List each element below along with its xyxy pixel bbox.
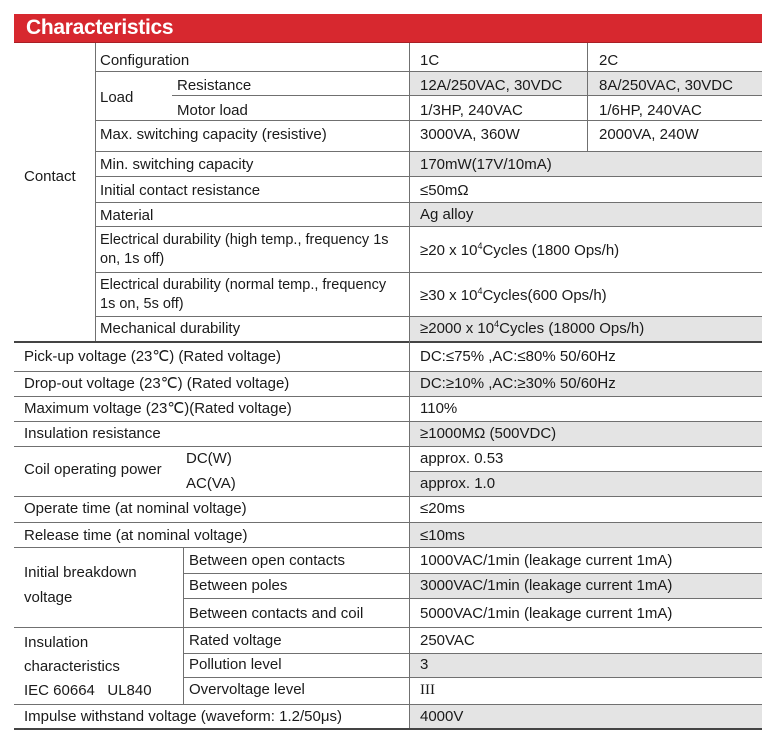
column-divider [183, 547, 184, 704]
initial-resistance-label: Initial contact resistance [100, 182, 261, 199]
cell-bg [409, 653, 762, 677]
insulation-char-line2: characteristics [24, 658, 120, 675]
contact-label: Contact [24, 168, 76, 185]
mechanical-durability-label: Mechanical durability [100, 320, 241, 337]
breakdown-open-label: Between open contacts [189, 552, 345, 569]
motor-load-label: Motor load [177, 102, 248, 119]
row-divider [14, 547, 762, 548]
insulation-resistance-label: Insulation resistance [24, 425, 161, 442]
section-title: Characteristics [26, 16, 174, 39]
row-divider [183, 653, 762, 654]
rated-voltage-label: Rated voltage [189, 632, 282, 649]
operate-time-label: Operate time (at nominal voltage) [24, 500, 247, 517]
release-time-value: ≤10ms [420, 527, 465, 544]
material-value: Ag alloy [420, 206, 474, 223]
row-divider [14, 371, 762, 372]
column-divider [95, 43, 96, 341]
min-switching-label: Min. switching capacity [100, 156, 254, 173]
row-divider [172, 95, 762, 96]
motor-load-2c: 1/6HP, 240VAC [599, 102, 702, 119]
row-divider [95, 151, 762, 152]
initial-resistance-value: ≤50mΩ [420, 182, 469, 199]
breakdown-poles-label: Between poles [189, 577, 288, 594]
row-divider [14, 396, 762, 397]
pollution-level-label: Pollution level [189, 656, 282, 673]
coil-dc-value: approx. 0.53 [420, 450, 504, 467]
row-divider [14, 446, 762, 447]
insulation-char-line1: Insulation [24, 634, 89, 651]
pickup-voltage-label: Pick-up voltage (23℃) (Rated voltage) [24, 348, 281, 365]
release-time-label: Release time (at nominal voltage) [24, 527, 248, 544]
insulation-char-line3: IEC 60664 UL840 [24, 682, 152, 699]
breakdown-coil-value: 5000VAC/1min (leakage current 1mA) [420, 605, 673, 622]
electrical-durability-normal-label: Electrical durability (normal temp., frequency 1s on, 5s off) [100, 277, 387, 312]
pickup-voltage-value: DC:≤75% ,AC:≤80% 50/60Hz [420, 348, 616, 365]
table-bottom-border [14, 728, 762, 730]
overvoltage-level-label: Overvoltage level [189, 681, 305, 698]
material-label: Material [100, 207, 154, 224]
coil-ac-label: AC(VA) [186, 475, 236, 492]
maximum-voltage-label: Maximum voltage (23℃)(Rated voltage) [24, 400, 292, 417]
breakdown-poles-value: 3000VAC/1min (leakage current 1mA) [420, 577, 673, 594]
insulation-resistance-value: ≥1000MΩ (500VDC) [420, 425, 557, 442]
row-divider [95, 71, 762, 72]
row-divider [14, 522, 762, 523]
row-divider [14, 421, 762, 422]
column-divider [409, 43, 410, 728]
operate-time-value: ≤20ms [420, 500, 465, 517]
max-switching-1c: 3000VA, 360W [420, 126, 520, 143]
configuration-1c: 1C [420, 52, 440, 69]
row-divider [409, 471, 762, 472]
row-divider [14, 704, 762, 705]
column-divider [587, 43, 588, 151]
resistance-1c: 12A/250VAC, 30VDC [420, 77, 563, 94]
dropout-voltage-label: Drop-out voltage (23℃) (Rated voltage) [24, 375, 290, 392]
maximum-voltage-value: 110% [420, 400, 458, 417]
configuration-2c: 2C [599, 52, 619, 69]
max-switching-label: Max. switching capacity (resistive) [100, 126, 327, 143]
breakdown-coil-label: Between contacts and coil [189, 605, 364, 622]
max-switching-2c: 2000VA, 240W [599, 126, 699, 143]
motor-load-1c: 1/3HP, 240VAC [420, 102, 523, 119]
resistance-2c: 8A/250VAC, 30VDC [599, 77, 733, 94]
row-divider [183, 677, 762, 678]
row-divider [14, 341, 762, 343]
electrical-durability-normal-value: ≥30 x $10^4Cycles(600$ Ops/h) [420, 286, 607, 304]
row-divider [14, 627, 762, 628]
row-divider [95, 316, 762, 317]
coil-dc-label: DC(W) [186, 450, 232, 467]
configuration-label: Configuration [100, 52, 190, 69]
breakdown-label-line2: voltage [24, 589, 73, 606]
min-switching-value: 170mW(17V/10mA) [420, 156, 552, 173]
breakdown-label-line1: Initial breakdown [24, 564, 137, 581]
coil-ac-value: approx. 1.0 [420, 475, 496, 492]
load-label: Load [100, 89, 134, 106]
coil-power-label: Coil operating power [24, 461, 162, 478]
row-divider [95, 226, 762, 227]
pollution-level-value: 3 [420, 656, 429, 673]
row-divider [95, 120, 762, 121]
overvoltage-level-value: III [420, 682, 435, 698]
row-divider [183, 598, 762, 599]
section-header [14, 14, 762, 43]
breakdown-open-value: 1000VAC/1min (leakage current 1mA) [420, 552, 673, 569]
row-divider [14, 496, 762, 497]
rated-voltage-value: 250VAC [420, 632, 475, 649]
row-divider [183, 573, 762, 574]
electrical-durability-high-value: ≥20 x $10^4Cycles$ (1800 Ops/h) [420, 241, 620, 259]
dropout-voltage-value: DC:≥10% ,AC:≥30% 50/60Hz [420, 375, 616, 392]
resistance-label: Resistance [177, 77, 252, 94]
row-divider [95, 202, 762, 203]
impulse-value: 4000V [420, 708, 464, 725]
row-divider [95, 272, 762, 273]
electrical-durability-high-label: Electrical durability (high temp., frequency 1s on, 1s off) [100, 232, 389, 267]
mechanical-durability-value: ≥2000 x $10^4Cycles$ (18000 Ops/h) [420, 319, 645, 337]
impulse-label: Impulse withstand voltage (waveform: 1.2/50μs) [24, 708, 342, 725]
row-divider [95, 176, 762, 177]
